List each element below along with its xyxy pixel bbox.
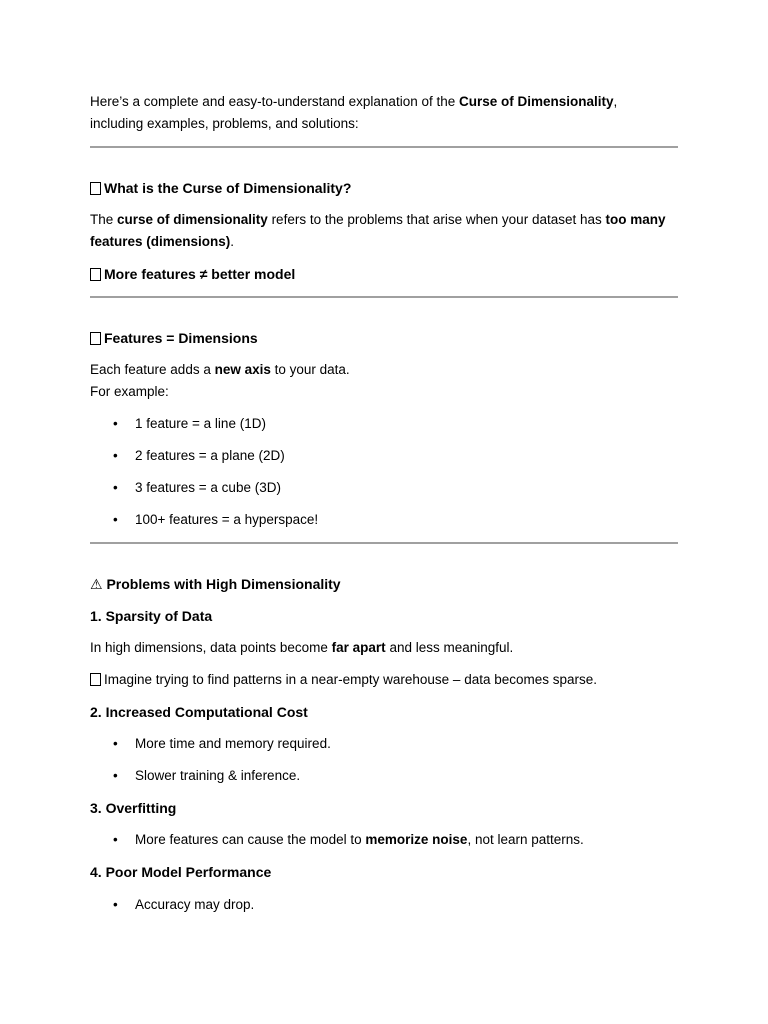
divider <box>90 542 678 544</box>
sparsity-paragraph <box>90 637 678 659</box>
emphasis: curse of dimensionality <box>117 212 268 227</box>
intro-text: Here’s a complete and easy-to-understand explanation of the <box>90 94 459 109</box>
text: , not learn patterns. <box>467 832 584 847</box>
text: More features can cause the model to <box>135 832 366 847</box>
list-item <box>113 894 255 916</box>
text: Each feature adds a <box>90 362 215 377</box>
list-item-text: 2 features = a plane (2D) <box>135 448 285 463</box>
bullet: • <box>113 512 118 527</box>
list-item <box>113 509 319 531</box>
list-item <box>113 477 281 499</box>
note-text: More features ≠ better model <box>104 266 296 282</box>
emphasis: features (dimensions) <box>90 234 231 249</box>
list-item <box>113 445 285 467</box>
intro-emphasis: Curse of Dimensionality <box>458 94 614 109</box>
list-item-text: 100+ features = a hyperspace! <box>135 512 319 527</box>
text: In high dimensions, data points become <box>90 640 332 655</box>
list-item-text: Accuracy may drop. <box>135 897 255 912</box>
section-heading-what-is <box>90 177 678 199</box>
sparsity-note <box>90 669 678 691</box>
note-more-features <box>90 263 678 285</box>
divider <box>90 146 678 148</box>
heading-text: Features = Dimensions <box>104 330 258 346</box>
emphasis: too many <box>605 212 666 227</box>
section-heading-problems <box>90 573 678 595</box>
bullet: • <box>113 768 118 783</box>
axis-paragraph <box>90 359 678 403</box>
emphasis: memorize noise <box>365 832 468 847</box>
problem-title-cost: 2. Increased Computational Cost <box>90 704 308 720</box>
list-item-text: 1 feature = a line (1D) <box>135 416 266 431</box>
bullet: • <box>113 736 118 751</box>
bullet: • <box>113 480 118 495</box>
intro-text-line2: including examples, problems, and solutions: <box>90 116 359 131</box>
text: refers to the problems that arise when your dataset has <box>267 212 606 227</box>
list-item-text: Slower training & inference. <box>135 768 301 783</box>
missing-glyph-icon <box>90 182 101 195</box>
missing-glyph-icon <box>90 268 101 281</box>
bullet: • <box>113 448 118 463</box>
list-item <box>113 733 331 755</box>
list-item <box>113 765 301 787</box>
missing-glyph-icon <box>90 332 101 345</box>
problem-title-sparsity: 1. Sparsity of Data <box>90 608 213 624</box>
text: and less meaningful. <box>385 640 514 655</box>
text: . <box>230 234 235 249</box>
emphasis: new axis <box>214 362 271 377</box>
warning-icon: ⚠ <box>90 576 103 592</box>
problem-title-overfitting: 3. Overfitting <box>90 800 177 816</box>
text: to your data. <box>270 362 350 377</box>
problem-title-performance: 4. Poor Model Performance <box>90 864 272 880</box>
text: The <box>90 212 118 227</box>
missing-glyph-icon <box>90 673 101 686</box>
section-heading-features <box>90 327 678 349</box>
bullet: • <box>113 897 118 912</box>
bullet: • <box>113 832 118 847</box>
list-item <box>113 829 584 851</box>
list-item <box>113 413 266 435</box>
emphasis: far apart <box>331 640 386 655</box>
list-item-text: More time and memory required. <box>135 736 331 751</box>
definition-paragraph <box>90 209 678 253</box>
example-label: For example: <box>90 384 169 399</box>
heading-text: What is the Curse of Dimensionality? <box>104 180 352 196</box>
bullet: • <box>113 416 118 431</box>
intro-punctuation: , <box>613 94 618 109</box>
intro-paragraph <box>90 91 678 135</box>
list-item-text: 3 features = a cube (3D) <box>135 480 281 495</box>
divider <box>90 296 678 298</box>
note-text: Imagine trying to find patterns in a near-empty warehouse – data becomes sparse. <box>104 672 598 687</box>
heading-text: Problems with High Dimensionality <box>102 576 341 592</box>
